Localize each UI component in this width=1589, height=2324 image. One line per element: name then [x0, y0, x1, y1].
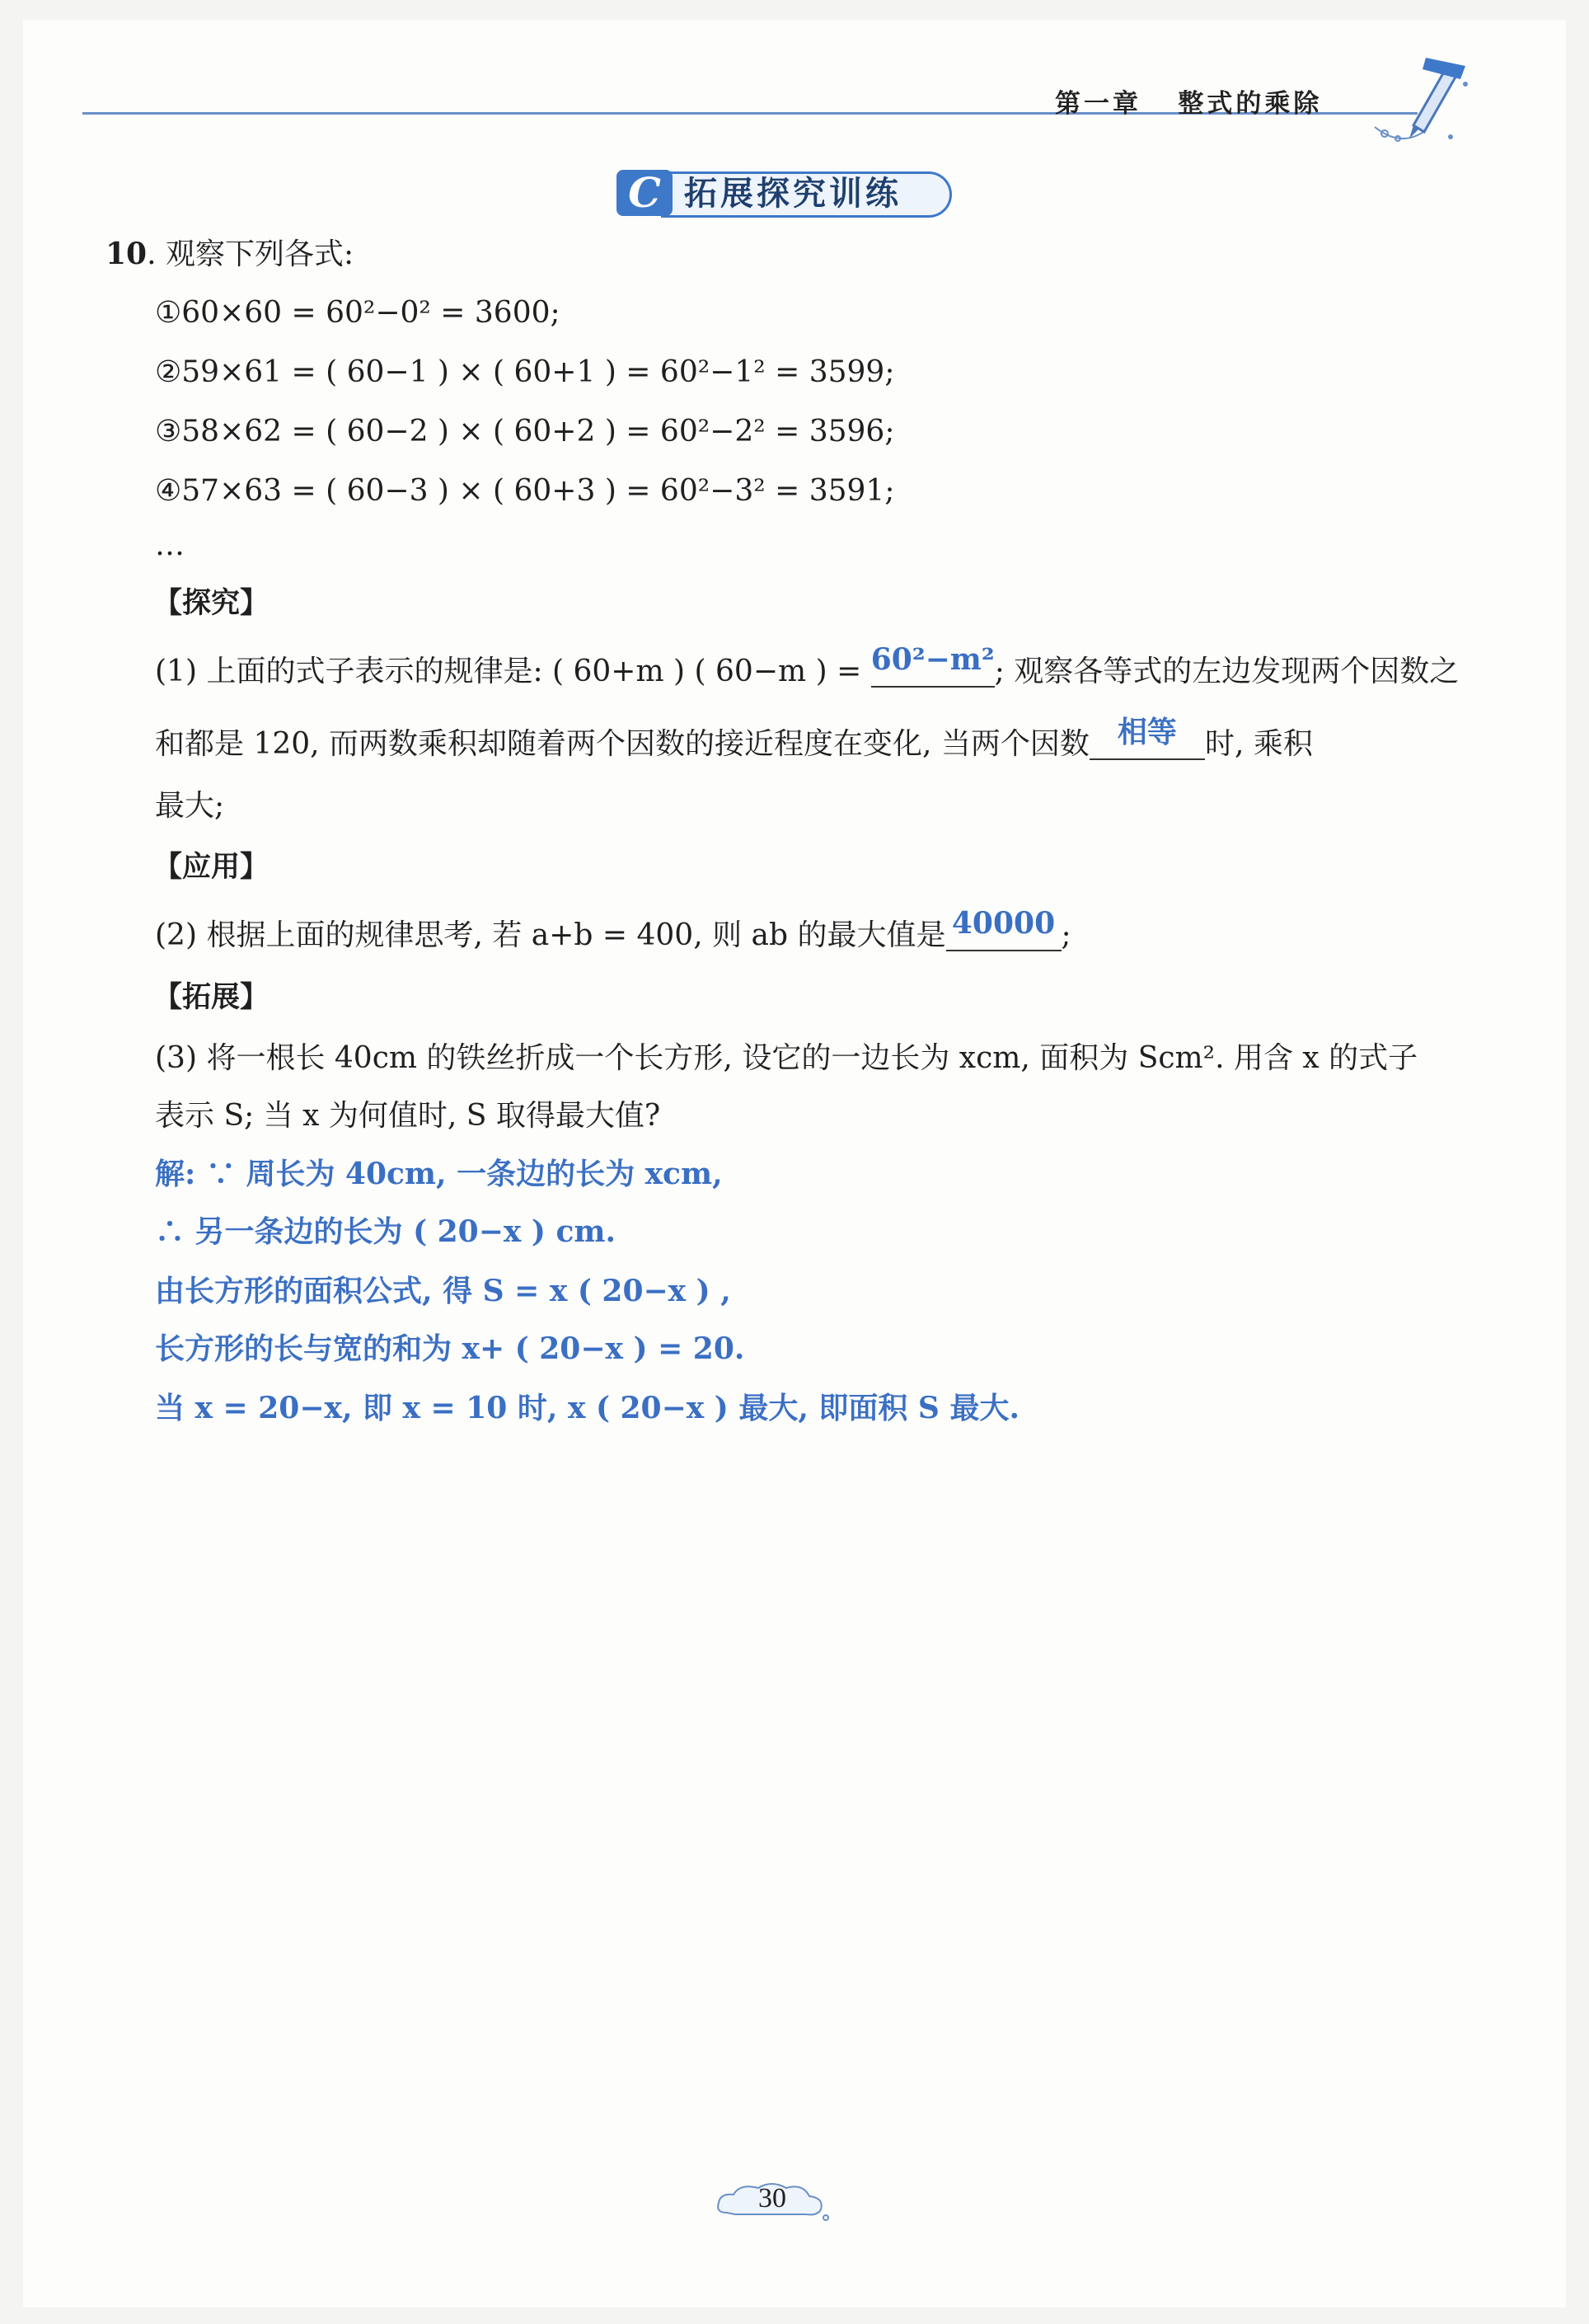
question-1-line-1 [155, 642, 1460, 690]
q2-text-b: ; [1061, 918, 1071, 952]
section-title: 拓展探究训练 [684, 175, 902, 213]
q1-text-a: (1) 上面的式子表示的规律是: ( 60+m ) ( 60−m ) = [155, 655, 862, 688]
equation-2: ②59×61 = ( 60−1 ) × ( 60+1 ) = 60²−1² = 3599; [155, 355, 895, 389]
question-3-line-1: (3) 将一根长 40cm 的铁丝折成一个长方形, 设它的一边长为 xcm, 面积为 Scm². 用含 x 的式子 [155, 1041, 1418, 1075]
q1-answer: 60²−m² [870, 642, 995, 677]
question-3-line-2: 表示 S; 当 x 为何值时, S 取得最大值? [155, 1099, 661, 1133]
chapter-number: 第一章 [1055, 89, 1141, 119]
q1-text-b: ; 观察各等式的左边发现两个因数之 [994, 655, 1460, 688]
question-1-line-3: 最大; [155, 789, 225, 823]
chapter-title: 整式的乘除 [1178, 89, 1323, 119]
q1-answer-2: 相等 [1117, 715, 1177, 749]
solution-line-4: 长方形的长与宽的和为 x+ ( 20−x ) = 20. [155, 1331, 745, 1366]
q2-blank [946, 906, 1062, 951]
solution-line-1: 解: ∵ 周长为 40cm, 一条边的长为 xcm, [155, 1157, 723, 1191]
problem-intro-text: . 观察下列各式: [147, 237, 354, 271]
equation-4: ④57×63 = ( 60−3 ) × ( 60+3 ) = 60²−3² = 3591; [155, 474, 895, 508]
q2-text-a: (2) 根据上面的规律思考, 若 a+b = 400, 则 ab 的最大值是 [155, 918, 946, 952]
q1-line2-text-a: 和都是 120, 而两数乘积却随着两个因数的接近程度在变化, 当两个因数 [155, 727, 1090, 761]
q2-answer: 40000 [951, 906, 1056, 941]
solution-line-3: 由长方形的面积公式, 得 S = x ( 20−x ) , [155, 1274, 731, 1308]
pen-decoration-icon [1368, 51, 1475, 150]
apply-label: 【应用】 [153, 851, 270, 884]
solution-line-5: 当 x = 20−x, 即 x = 10 时, x ( 20−x ) 最大, 即面积 S 最大. [155, 1391, 1019, 1425]
section-banner [616, 165, 964, 219]
running-header [1055, 82, 1322, 120]
equation-1: ①60×60 = 60²−0² = 3600; [155, 296, 560, 330]
page-number-badge [710, 2176, 834, 2226]
section-badge: C [616, 170, 673, 216]
question-1-line-2 [155, 715, 1313, 763]
q1-blank [870, 642, 995, 688]
q1-blank-2 [1090, 715, 1205, 760]
page-number: 30 [758, 2183, 786, 2214]
solution-line-2: ∴ 另一条边的长为 ( 20−x ) cm. [155, 1214, 616, 1249]
ellipsis: … [155, 528, 185, 562]
q1-line2-text-b: 时, 乘积 [1204, 727, 1313, 761]
problem-number: 10 [105, 237, 148, 271]
problem-intro [105, 236, 354, 273]
extend-label: 【拓展】 [153, 981, 270, 1014]
equation-3: ③58×62 = ( 60−2 ) × ( 60+2 ) = 60²−2² = 3596; [155, 415, 895, 448]
question-2 [155, 906, 1071, 954]
explore-label: 【探究】 [153, 587, 270, 620]
